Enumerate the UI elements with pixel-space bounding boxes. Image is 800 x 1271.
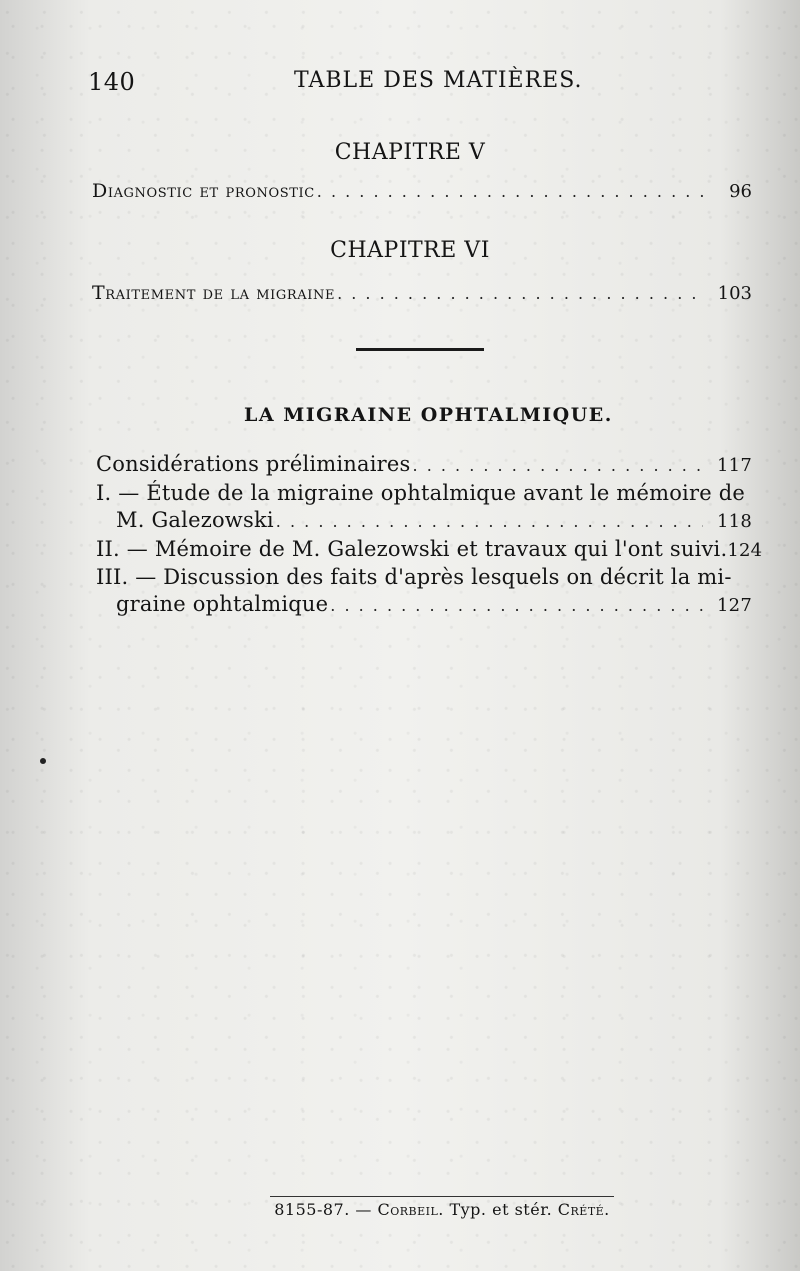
dot-leader: [317, 182, 713, 201]
section-divider-rule: [356, 348, 484, 351]
toc-entry-title-continued: graine ophtalmique: [116, 592, 329, 616]
toc-page-ref: 96: [729, 181, 752, 202]
toc-entry-title-continued: M. Galezowski: [116, 508, 274, 532]
toc-entry-title: Diagnostic et pronostic: [92, 180, 315, 202]
dot-leader: [276, 512, 703, 531]
toc-entry[interactable]: [96, 452, 752, 479]
printer-type: Typ. et stér.: [449, 1200, 553, 1219]
toc-page-ref: 117: [717, 455, 752, 476]
printer-imprint: [270, 1196, 614, 1219]
chapter-heading: CHAPITRE VI: [330, 238, 490, 263]
toc-page-ref: 103: [717, 283, 752, 304]
toc-entry-title: Considérations préliminaires: [96, 452, 411, 476]
chapter-heading: CHAPITRE V: [334, 140, 486, 165]
ink-speck: [40, 758, 46, 764]
toc-entry[interactable]: [96, 481, 752, 535]
toc-entry[interactable]: [96, 537, 763, 564]
toc-entry-title: Traitement de la migraine: [92, 282, 336, 304]
toc-entry[interactable]: [92, 282, 752, 312]
print-number: 8155-87. —: [274, 1200, 372, 1219]
section-heading: LA MIGRAINE OPHTALMIQUE.: [244, 404, 613, 426]
toc-entry-title: III. — Discussion des faits d'après lesquels on décrit la mi-: [96, 565, 732, 589]
printer-town: Corbeil.: [377, 1200, 444, 1219]
toc-page-ref: 127: [717, 595, 752, 616]
running-head: [88, 62, 700, 102]
dot-leader: [337, 284, 702, 303]
toc-page-ref: 124: [727, 540, 763, 561]
toc-entry-title: II. — Mémoire de M. Galezowski et travaux qui l'ont suivi.: [96, 537, 728, 561]
printer-name: Crété.: [557, 1200, 610, 1219]
dot-leader: [330, 596, 703, 615]
toc-page-ref: 118: [717, 511, 752, 532]
toc-entry[interactable]: [92, 180, 752, 210]
toc-entry-title: I. — Étude de la migraine ophtalmique avant le mémoire de: [96, 481, 745, 505]
dot-leader: [413, 456, 704, 475]
running-title: TABLE DES MATIÈRES.: [294, 68, 583, 93]
page-number: 140: [88, 68, 136, 96]
toc-entry[interactable]: [96, 565, 752, 619]
